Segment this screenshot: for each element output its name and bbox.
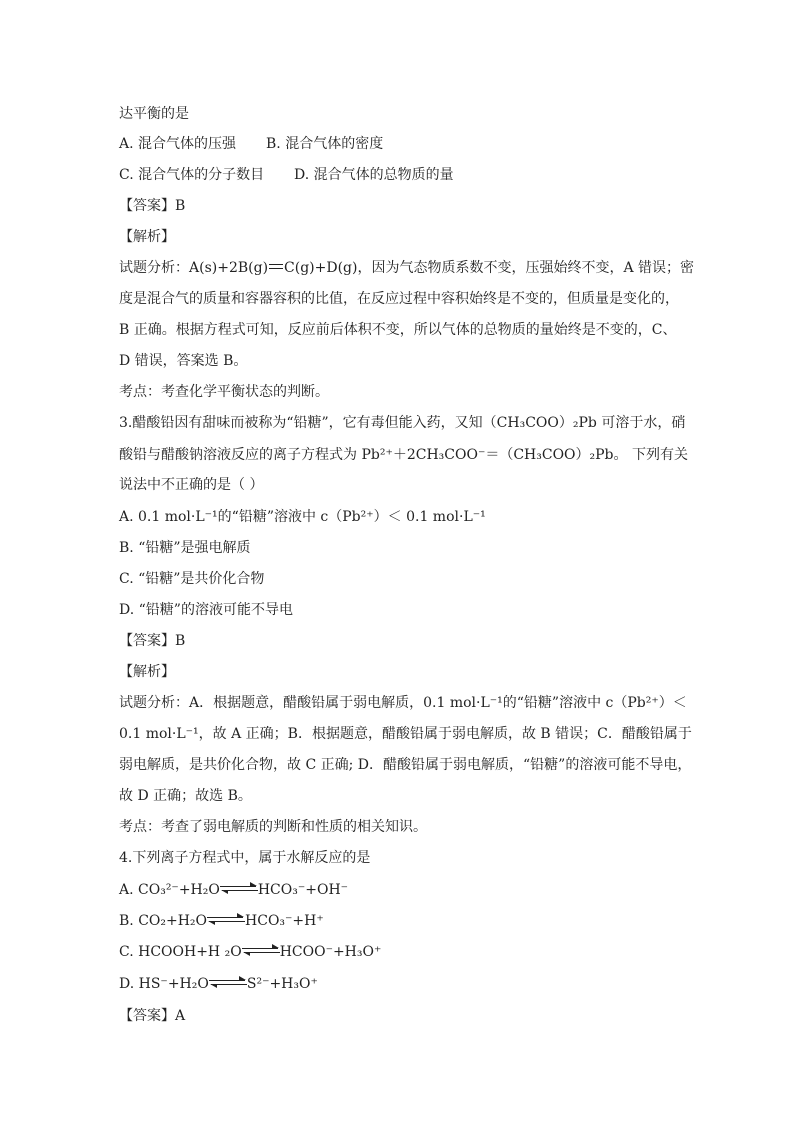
q2-stem-end: 达平衡的是 <box>119 106 189 122</box>
q3-option-d: D. “铅糖”的溶液可能不导电 <box>119 602 293 618</box>
q3-analysis-line-3: 弱电解质，是共价化合物，故 C 正确; D．醋酸铅属于弱电解质，“铅糖”的溶液可能不导电， <box>119 757 692 773</box>
q3-stem-line-2: 酸铅与醋酸钠溶液反应的离子方程式为 Pb²⁺＋2CH₃COO⁻＝（CH₃COO）₂Pb。 下列有关 <box>119 447 688 463</box>
q4-option-c-right: HCOO⁻+H₃O⁺ <box>279 944 382 960</box>
q4-option-c <box>119 942 381 962</box>
equilibrium-arrow-icon <box>209 978 247 990</box>
q3-point: 考点：考查了弱电解质的判断和性质的相关知识。 <box>119 819 427 835</box>
q3-stem-line-1: 3.醋酸铅因有甜味而被称为“铅糖”，它有毒但能入药，又知（CH₃COO）₂Pb 可溶于水，硝 <box>119 415 686 431</box>
q4-option-a-right: HCO₃⁻+OH⁻ <box>257 882 349 898</box>
q2-option-row-ab <box>119 134 384 154</box>
q4-option-d-right: S²⁻+H₃O⁺ <box>246 976 318 992</box>
q4-option-c-left: C. HCOOH+H ₂O <box>119 944 242 960</box>
q2-analysis-line-4: D 错误，答案选 B。 <box>119 353 248 369</box>
q2-analysis-text: C(g)+D(g)，因为气态物质系数不变，压强始终不变，A 错误；密 <box>284 260 695 276</box>
equilibrium-arrow-icon <box>220 884 258 896</box>
q4-answer: 【答案】A <box>119 1008 186 1024</box>
q2-option-d: D. 混合气体的总物质的量 <box>294 167 454 183</box>
q4-option-b-right: HCO₃⁻+H⁺ <box>245 913 324 929</box>
q3-option-a: A. 0.1 mol·L⁻¹的“铅糖”溶液中 c（Pb²⁺）＜ 0.1 mol·L⁻¹ <box>119 509 486 525</box>
q2-option-row-cd <box>119 165 454 185</box>
q2-point: 考点：考查化学平衡状态的判断。 <box>119 384 329 400</box>
q3-analysis-line-4: 故 D 正确；故选 B。 <box>119 788 252 804</box>
q4-option-b <box>119 911 324 931</box>
q3-analysis-line-2: 0.1 mol·L⁻¹，故 A 正确；B．根据题意，醋酸铅属于弱电解质，故 B 错误；C．醋酸铅属于 <box>119 726 692 742</box>
q2-analysis-text: 试题分析：A(s)+2B(g) <box>119 260 269 276</box>
q3-option-b: B. “铅糖”是强电解质 <box>119 540 251 556</box>
q2-option-b: B. 混合气体的密度 <box>266 136 384 152</box>
q2-analysis-line-3: B 正确。根据方程式可知，反应前后体积不变，所以气体的总物质的量始终是不变的，C、 <box>119 322 677 338</box>
equilibrium-arrow-icon <box>269 263 283 273</box>
q4-option-d-left: D. HS⁻+H₂O <box>119 976 209 992</box>
equilibrium-arrow-icon <box>242 946 280 958</box>
q3-analysis-title: 【解析】 <box>119 664 175 680</box>
q2-option-c: C. 混合气体的分子数目 <box>119 167 265 183</box>
q2-answer: 【答案】B <box>119 198 186 214</box>
q3-analysis-line-1: 试题分析：A．根据题意，醋酸铅属于弱电解质，0.1 mol·L⁻¹的“铅糖”溶液中 c（Pb²⁺）＜ <box>119 695 687 711</box>
equilibrium-arrow-icon <box>207 915 245 927</box>
q2-analysis-title: 【解析】 <box>119 229 175 245</box>
q4-stem: 4.下列离子方程式中，属于水解反应的是 <box>119 850 371 866</box>
q3-option-c: C. “铅糖”是共价化合物 <box>119 571 265 587</box>
q4-option-d <box>119 974 318 994</box>
q3-stem-line-3: 说法中不正确的是（ ） <box>119 477 264 493</box>
q2-analysis-line-1 <box>119 258 694 278</box>
q4-option-b-left: B. CO₂+H₂O <box>119 913 208 929</box>
q3-answer: 【答案】B <box>119 633 186 649</box>
q4-option-a-left: A. CO₃²⁻+H₂O <box>119 882 220 898</box>
q4-option-a <box>119 880 348 900</box>
q2-option-a: A. 混合气体的压强 <box>119 136 237 152</box>
q2-analysis-line-2: 度是混合气的质量和容器容积的比值，在反应过程中容积始终是不变的，但质量是变化的， <box>119 291 679 307</box>
